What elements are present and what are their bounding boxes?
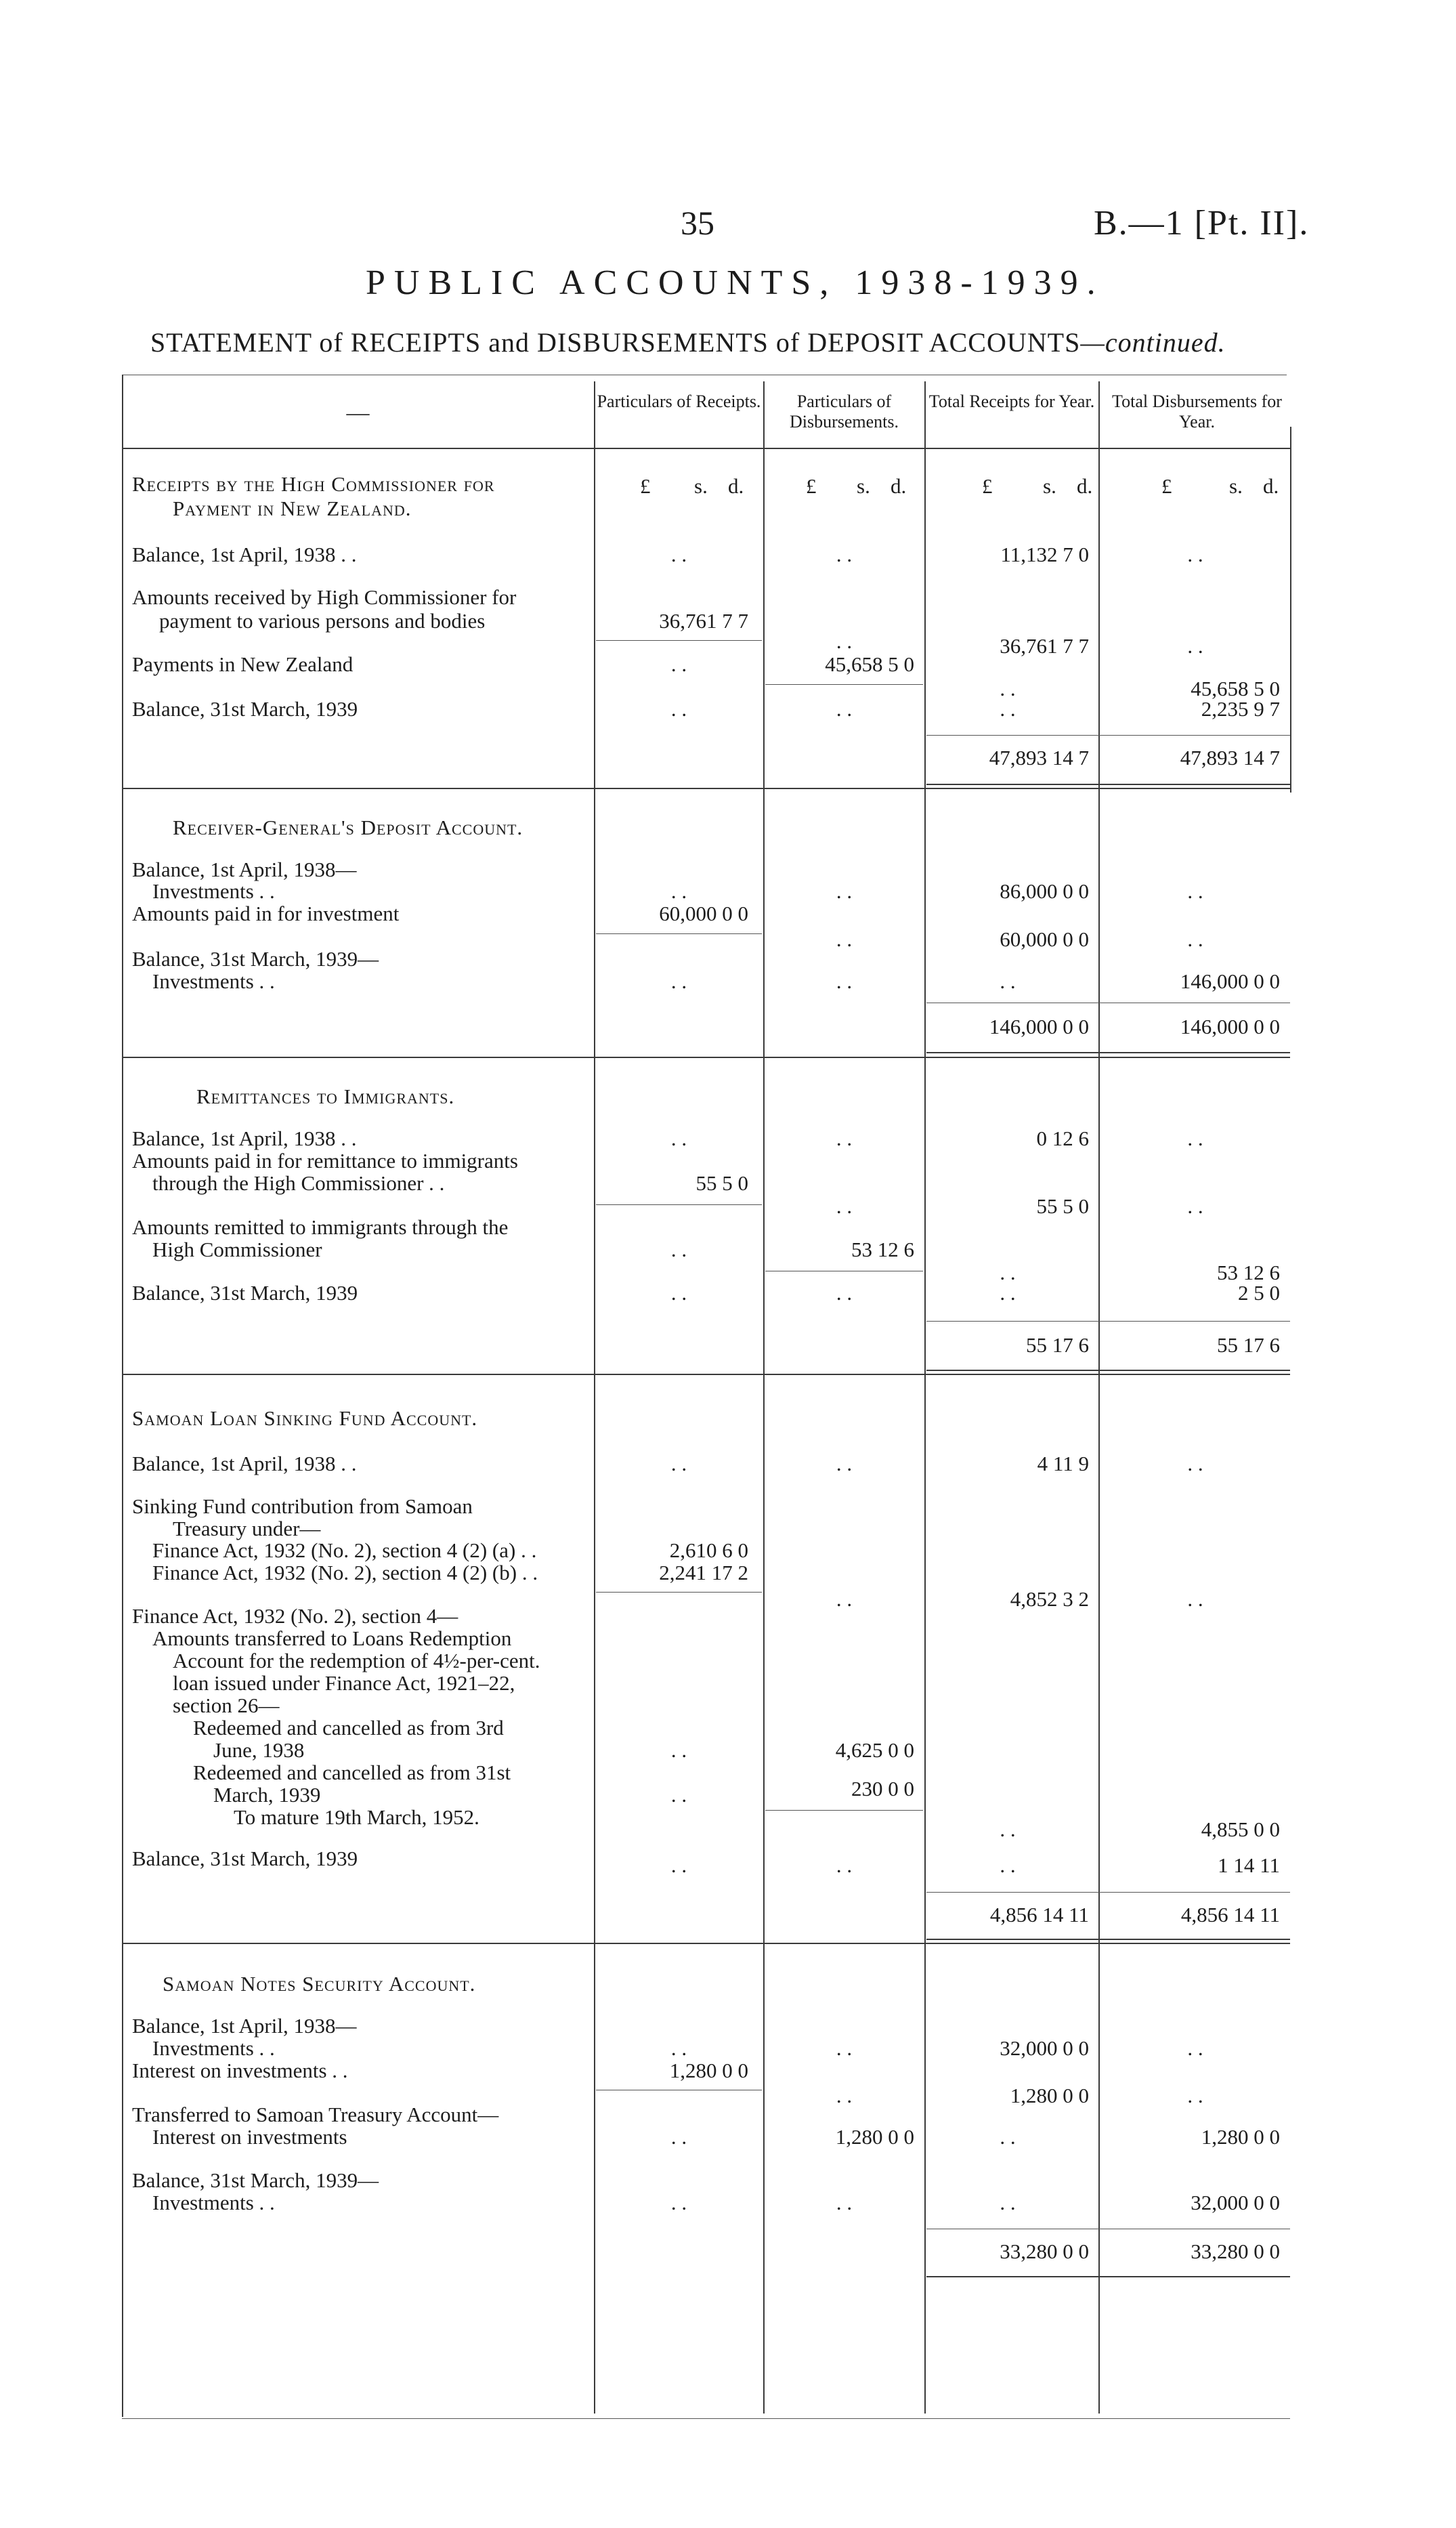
unit-shilling: s. (694, 474, 708, 498)
row-label: Balance, 1st April, 1938— (132, 858, 357, 881)
empty-cell: . . (836, 1587, 853, 1611)
header-total-receipts: Total Receipts for Year. (928, 392, 1095, 411)
empty-cell: . . (1000, 1261, 1016, 1284)
column-divider-1 (594, 381, 595, 2414)
unit-shilling: s. (1229, 474, 1243, 498)
section-divider (122, 1057, 1290, 1058)
row-label: Redeemed and cancelled as from 3rd (193, 1716, 504, 1740)
value-cell: 60,000 0 0 (659, 902, 748, 925)
unit-pence: d. (1263, 474, 1279, 498)
unit-pound: £ (982, 474, 993, 498)
value-cell: 2,610 6 0 (669, 1538, 748, 1562)
empty-cell: . . (1000, 2191, 1016, 2214)
empty-cell: . . (1187, 2084, 1203, 2107)
total-disbursements-cell: 55 17 6 (1217, 1333, 1280, 1357)
empty-cell: . . (1187, 1452, 1203, 1475)
value-cell: 4 11 9 (1037, 1452, 1089, 1475)
total-receipts-cell: 4,856 14 11 (989, 1903, 1089, 1926)
empty-cell: . . (670, 652, 687, 676)
subtotal-rule (596, 640, 762, 641)
value-cell: 1,280 0 0 (1201, 2125, 1280, 2149)
row-label: Balance, 1st April, 1938 . . (132, 543, 357, 566)
empty-cell: . . (1187, 1194, 1203, 1218)
unit-pence: d. (891, 474, 907, 498)
value-cell: 4,852 3 2 (1010, 1587, 1089, 1611)
header-particulars-disbursements: Particulars of Disbursements. (789, 392, 899, 431)
total-receipts-cell: 33,280 0 0 (1000, 2239, 1089, 2263)
value-cell: 32,000 0 0 (1000, 2036, 1089, 2060)
header-particulars-receipts: Particulars of Receipts. (597, 392, 761, 411)
value-cell: 55 5 0 (1036, 1194, 1089, 1218)
value-cell: 53 12 6 (851, 1238, 914, 1261)
total-double-rule (926, 1939, 1290, 1940)
value-cell: 2,235 9 7 (1201, 697, 1280, 721)
row-label: Amounts paid in for investment (132, 902, 400, 925)
empty-cell: . . (1187, 543, 1203, 566)
row-label: Amounts transferred to Loans Redemption (152, 1626, 512, 1650)
value-cell: 11,132 7 0 (1000, 543, 1089, 566)
value-cell: 146,000 0 0 (1180, 969, 1280, 993)
section-heading: Payment in New Zealand. (173, 497, 412, 520)
value-cell: 0 12 6 (1036, 1126, 1089, 1150)
section-heading: Samoan Notes Security Account. (163, 1972, 476, 1996)
row-label: Interest on investments . . (132, 2059, 348, 2082)
unit-pence: d. (1077, 474, 1093, 498)
total-disbursements-cell: 33,280 0 0 (1191, 2239, 1280, 2263)
empty-cell: . . (670, 2036, 687, 2060)
empty-cell: . . (1187, 879, 1203, 903)
value-cell: 1 14 11 (1218, 1853, 1280, 1877)
subtotal-rule (596, 1592, 762, 1593)
row-label: Balance, 31st March, 1939— (132, 2168, 379, 2192)
value-cell: 2 5 0 (1238, 1281, 1280, 1305)
empty-cell: . . (1000, 677, 1016, 700)
unit-shilling: s. (1043, 474, 1056, 498)
header-description: — (346, 400, 370, 425)
total-double-rule (926, 2276, 1290, 2277)
row-label: Amounts remitted to immigrants through the (132, 1215, 509, 1239)
section-divider (122, 1943, 1290, 1944)
subtotal-rule (596, 933, 762, 934)
total-disbursements-cell: 146,000 0 0 (1180, 1015, 1280, 1038)
subtotal-rule (765, 1810, 923, 1811)
table-right-border (1290, 427, 1291, 793)
page-title: PUBLIC ACCOUNTS, 1938-1939. (366, 264, 1105, 302)
row-label: June, 1938 (213, 1738, 305, 1762)
unit-shilling: s. (857, 474, 870, 498)
row-label: Redeemed and cancelled as from 31st (193, 1761, 511, 1784)
empty-cell: . . (836, 927, 853, 951)
empty-cell: . . (836, 543, 853, 566)
section-heading: Samoan Loan Sinking Fund Account. (132, 1406, 478, 1430)
empty-cell: . . (670, 1738, 687, 1762)
empty-cell: . . (836, 1853, 853, 1877)
total-disbursements-cell: 47,893 14 7 (1180, 746, 1280, 770)
total-rule (926, 1321, 1290, 1322)
empty-cell: . . (836, 697, 853, 721)
empty-cell: . . (670, 1853, 687, 1877)
row-label: loan issued under Finance Act, 1921–22, (173, 1671, 515, 1695)
empty-cell: . . (1187, 1587, 1203, 1611)
unit-pence: d. (728, 474, 744, 498)
row-label: Balance, 1st April, 1938— (132, 2014, 357, 2038)
row-label: Treasury under— (173, 1517, 321, 1540)
header-total-disbursements: Total Disbursements for Year. (1112, 392, 1282, 431)
value-cell: 86,000 0 0 (1000, 879, 1089, 903)
total-rule (926, 1892, 1290, 1893)
empty-cell: . . (836, 629, 853, 653)
empty-cell: . . (836, 2036, 853, 2060)
row-label: Interest on investments (152, 2125, 347, 2149)
row-label: High Commissioner (152, 1238, 322, 1261)
section-divider (122, 1374, 1290, 1375)
empty-cell: . . (836, 1126, 853, 1150)
total-receipts-cell: 146,000 0 0 (989, 1015, 1089, 1038)
row-label: Payments in New Zealand (132, 652, 354, 676)
subtitle-continued: —continued. (1080, 327, 1226, 358)
empty-cell: . . (670, 697, 687, 721)
row-label: Amounts received by High Commissioner for (132, 585, 517, 609)
empty-cell: . . (670, 1126, 687, 1150)
unit-pound: £ (640, 474, 651, 498)
empty-cell: . . (1000, 1281, 1016, 1305)
section-heading: Remittances to Immigrants. (196, 1084, 455, 1108)
row-label: March, 1939 (213, 1783, 321, 1807)
row-label: Account for the redemption of 4½-per-cent. (173, 1649, 540, 1672)
row-label: Finance Act, 1932 (No. 2), section 4— (132, 1604, 458, 1628)
empty-cell: . . (670, 1281, 687, 1305)
row-label: Transferred to Samoan Treasury Account— (132, 2103, 499, 2126)
empty-cell: . . (836, 969, 853, 993)
section-heading: Receipts by the High Commissioner for (132, 472, 495, 496)
unit-pound: £ (806, 474, 817, 498)
empty-cell: . . (670, 2125, 687, 2149)
row-label: payment to various persons and bodies (159, 609, 486, 633)
column-divider-2 (763, 381, 765, 2414)
value-cell: 1,280 0 0 (669, 2059, 748, 2082)
empty-cell: . . (1000, 697, 1016, 721)
row-label: Balance, 31st March, 1939— (132, 947, 379, 971)
empty-cell: . . (670, 1452, 687, 1475)
empty-cell: . . (836, 2084, 853, 2107)
subtotal-rule (765, 684, 923, 685)
total-receipts-cell: 47,893 14 7 (989, 746, 1089, 770)
total-disbursements-cell: 4,856 14 11 (1180, 1903, 1280, 1926)
row-label: Sinking Fund contribution from Samoan (132, 1494, 473, 1518)
page-number: 35 (681, 204, 714, 242)
value-cell: 2,241 17 2 (659, 1561, 748, 1584)
empty-cell: . . (1000, 1817, 1016, 1841)
empty-cell: . . (670, 879, 687, 903)
value-cell: 4,625 0 0 (835, 1738, 914, 1762)
table-bottom-rule (122, 2418, 1290, 2419)
row-label: Amounts paid in for remittance to immigrants (132, 1149, 518, 1173)
value-cell: 60,000 0 0 (1000, 927, 1089, 951)
empty-cell: . . (670, 1238, 687, 1261)
row-label: Investments . . (152, 879, 275, 903)
row-label: Investments . . (152, 969, 275, 993)
row-label: Finance Act, 1932 (No. 2), section 4 (2) (b) . . (152, 1561, 538, 1584)
row-label: Investments . . (152, 2191, 275, 2214)
empty-cell: . . (670, 2191, 687, 2214)
empty-cell: . . (836, 1281, 853, 1305)
statement-subtitle (150, 326, 1226, 358)
empty-cell: . . (836, 1452, 853, 1475)
row-label: To mature 19th March, 1952. (234, 1805, 479, 1829)
row-label: section 26— (173, 1693, 280, 1717)
column-divider-4 (1098, 381, 1100, 2414)
table-left-border (122, 375, 123, 2417)
empty-cell: . . (1000, 969, 1016, 993)
empty-cell: . . (1000, 2125, 1016, 2149)
total-double-rule (926, 784, 1290, 785)
empty-cell: . . (1000, 1853, 1016, 1877)
value-cell: 32,000 0 0 (1191, 2191, 1280, 2214)
total-rule (926, 735, 1290, 736)
row-label: Balance, 31st March, 1939 (132, 1847, 358, 1870)
row-label: Balance, 31st March, 1939 (132, 1281, 358, 1305)
row-label: Balance, 31st March, 1939 (132, 697, 358, 721)
value-cell: 45,658 5 0 (825, 652, 914, 676)
row-label: Balance, 1st April, 1938 . . (132, 1452, 357, 1475)
document-reference: B.—1 [Pt. II]. (1094, 204, 1310, 243)
row-label: Investments . . (152, 2036, 275, 2060)
section-divider (122, 788, 1290, 789)
row-label: Finance Act, 1932 (No. 2), section 4 (2) (a) . . (152, 1538, 537, 1562)
unit-pound: £ (1161, 474, 1172, 498)
total-double-rule (926, 1052, 1290, 1053)
total-double-rule (926, 1370, 1290, 1371)
empty-cell: . . (670, 1783, 687, 1807)
value-cell: 4,855 0 0 (1201, 1817, 1280, 1841)
section-heading: Receiver-General's Deposit Account. (173, 816, 523, 839)
value-cell: 36,761 7 7 (1000, 634, 1089, 658)
empty-cell: . . (836, 2191, 853, 2214)
empty-cell: . . (836, 879, 853, 903)
empty-cell: . . (1187, 2036, 1203, 2060)
value-cell: 1,280 0 0 (1010, 2084, 1089, 2107)
value-cell: 45,658 5 0 (1191, 677, 1280, 700)
subtitle-main: STATEMENT of RECEIPTS and DISBURSEMENTS of DEPOSIT ACCOUNTS (150, 327, 1081, 358)
value-cell: 53 12 6 (1217, 1261, 1280, 1284)
value-cell: 230 0 0 (851, 1777, 914, 1800)
subtotal-rule (596, 1204, 762, 1205)
empty-cell: . . (1187, 1126, 1203, 1150)
row-label: through the High Commissioner . . (152, 1171, 445, 1195)
empty-cell: . . (1187, 634, 1203, 658)
total-receipts-cell: 55 17 6 (1026, 1333, 1089, 1357)
empty-cell: . . (836, 1194, 853, 1218)
empty-cell: . . (1187, 927, 1203, 951)
empty-cell: . . (670, 969, 687, 993)
header-bottom-rule (122, 448, 1290, 449)
column-divider-3 (924, 381, 926, 2414)
row-label: Balance, 1st April, 1938 . . (132, 1126, 357, 1150)
value-cell: 1,280 0 0 (835, 2125, 914, 2149)
value-cell: 36,761 7 7 (659, 609, 748, 633)
empty-cell: . . (670, 543, 687, 566)
value-cell: 55 5 0 (695, 1171, 748, 1195)
